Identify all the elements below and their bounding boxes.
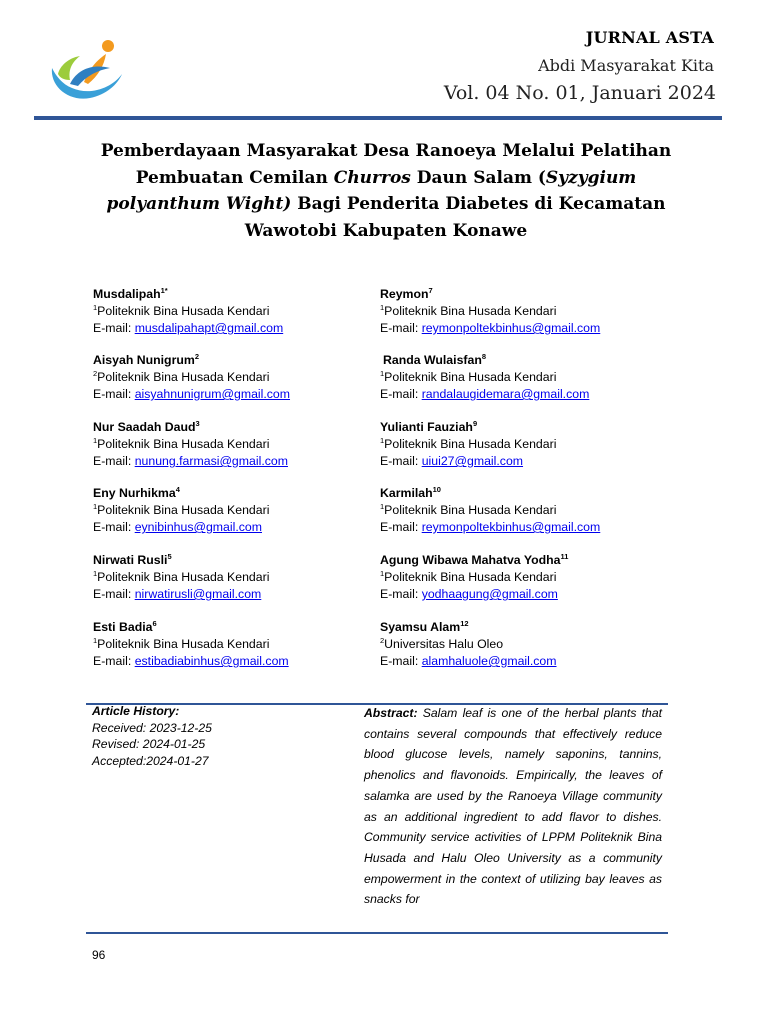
author-block: [380, 619, 680, 670]
history-revised: Revised: 2024-01-25: [92, 737, 206, 751]
author-affiliation: $^1$Politeknik Bina Husada Kendari: [380, 568, 557, 584]
author-email: E-mail: randalaugidemara@gmail.com: [380, 387, 590, 401]
author-block: [380, 552, 680, 603]
author-email: E-mail: alamhaluole@gmail.com: [380, 654, 557, 668]
history-received: Received: 2023-12-25: [92, 720, 212, 735]
author-name: Esti Badia$^6$: [93, 618, 157, 634]
title-line1: Pemberdayaan Masyarakat Desa Ranoeya Melalui Pelatihan: [100, 141, 672, 161]
title-line2b: Daun Salam (: [410, 167, 546, 188]
email-link[interactable]: reymonpoltekbinhus@gmail.com: [421, 321, 601, 335]
journal-name: JURNAL ASTA: [585, 28, 714, 47]
author-email: E-mail: musdalipahapt@gmail.com: [93, 321, 284, 335]
author-email: E-mail: nirwatirusli@gmail.com: [93, 587, 262, 601]
author-block: [93, 419, 393, 470]
email-link[interactable]: yodhaagung@gmail.com: [421, 587, 558, 601]
author-block: [380, 286, 680, 337]
email-link[interactable]: reymonpoltekbinhus@gmail.com: [421, 520, 601, 534]
history-accepted: Accepted:2024-01-27: [92, 753, 209, 768]
email-link[interactable]: estibadiabinhus@gmail.com: [134, 654, 289, 668]
author-affiliation: $^2$Politeknik Bina Husada Kendari: [93, 368, 270, 384]
journal-logo: [48, 38, 128, 104]
title-churros: Churros: [333, 167, 411, 188]
email-link[interactable]: aisyahnunigrum@gmail.com: [134, 387, 291, 401]
author-email: E-mail: nunung.farmasi@gmail.com: [93, 454, 288, 468]
author-block: [93, 552, 393, 603]
author-affiliation: $^1$Politeknik Bina Husada Kendari: [93, 568, 270, 584]
journal-volume: Vol. 04 No. 01, Januari 2024: [443, 82, 716, 104]
page-number: 96: [92, 948, 106, 962]
author-email: E-mail: reymonpoltekbinhus@gmail.com: [380, 520, 601, 534]
author-affiliation: $^1$Politeknik Bina Husada Kendari: [380, 435, 557, 451]
author-email: E-mail: uiui27@gmail.com: [380, 454, 524, 468]
author-email: E-mail: reymonpoltekbinhus@gmail.com: [380, 321, 601, 335]
author-name: Reymon$^7$: [380, 285, 433, 301]
email-link[interactable]: nirwatirusli@gmail.com: [134, 587, 262, 601]
email-link[interactable]: nunung.farmasi@gmail.com: [134, 454, 288, 468]
history-title: Article History:: [92, 704, 180, 718]
author-name: Nirwati Rusli$^5$: [93, 551, 172, 567]
article-history: [92, 703, 322, 769]
author-affiliation: $^1$Politeknik Bina Husada Kendari: [380, 302, 557, 318]
article-title: [90, 138, 682, 244]
email-link[interactable]: uiui27@gmail.com: [421, 454, 524, 468]
author-name: Nur Saadah Daud$^3$: [93, 418, 200, 434]
author-email: E-mail: aisyahnunigrum@gmail.com: [93, 387, 291, 401]
author-name: Musdalipah$^{1*}$: [93, 285, 168, 301]
author-email: E-mail: yodhaagung@gmail.com: [380, 587, 558, 601]
abstract-label: Abstract:: [364, 706, 418, 720]
author-block: [93, 352, 393, 403]
title-line4: Wawotobi Kabupaten Konawe: [244, 220, 528, 241]
email-link[interactable]: alamhaluole@gmail.com: [421, 654, 557, 668]
author-block: [380, 485, 680, 536]
author-name: Syamsu Alam$^{12}$: [380, 618, 469, 634]
abstract: [364, 703, 662, 910]
author-block: [93, 619, 393, 670]
author-block: [93, 485, 393, 536]
journal-subtitle: Abdi Masyarakat Kita: [538, 56, 714, 75]
email-link[interactable]: musdalipahapt@gmail.com: [134, 321, 284, 335]
email-link[interactable]: randalaugidemara@gmail.com: [421, 387, 590, 401]
author-name: Yulianti Fauziah$^9$: [380, 418, 478, 434]
title-species1: Syzygium: [545, 167, 637, 188]
header-rule: [34, 116, 722, 120]
author-affiliation: $^1$Politeknik Bina Husada Kendari: [93, 501, 270, 517]
abstract-text: Salam leaf is one of the herbal plants that contains several compounds that effectively reduce blood glucose levels, namely saponins, tannins, phenolics and flavonoids. Empirically, the leaves of salamka are used by the Ranoeya Village community as an additional ingredient to add flavor to dishes. Community service activities of LPPM Politeknik Bina Husada and Halu Oleo University as a community empowerment in the context of utilizing bay leaves as snacks for: [364, 706, 662, 907]
author-affiliation: $^1$Politeknik Bina Husada Kendari: [93, 435, 270, 451]
author-block: [380, 351, 683, 403]
author-block: [93, 286, 393, 337]
author-name: Eny Nurhikma$^4$: [93, 484, 180, 500]
author-name: Karmilah$^{10}$: [380, 484, 441, 500]
author-affiliation: $^1$Politeknik Bina Husada Kendari: [380, 501, 557, 517]
author-block: [380, 419, 680, 470]
bottom-rule: [86, 932, 668, 934]
author-affiliation: $^1$Politeknik Bina Husada Kendari: [380, 368, 557, 384]
title-line3b: Bagi Penderita Diabetes di Kecamatan: [291, 194, 666, 214]
author-name: Agung Wibawa Mahatva Yodha$^{11}$: [380, 551, 569, 567]
email-link[interactable]: eynibinhus@gmail.com: [134, 520, 262, 534]
author-affiliation: $^1$Politeknik Bina Husada Kendari: [93, 302, 270, 318]
author-email: E-mail: estibadiabinhus@gmail.com: [93, 654, 289, 668]
author-name: Randa Wulaisfan$^8$: [383, 351, 487, 367]
title-line2a: Pembuatan Cemilan: [135, 167, 334, 188]
title-species2: polyanthum Wight): [106, 194, 292, 214]
author-affiliation: $^2$Universitas Halu Oleo: [380, 635, 504, 651]
author-name: Aisyah Nunigrum$^2$: [93, 351, 199, 367]
author-email: E-mail: eynibinhus@gmail.com: [93, 520, 262, 534]
author-affiliation: $^1$Politeknik Bina Husada Kendari: [93, 635, 270, 651]
